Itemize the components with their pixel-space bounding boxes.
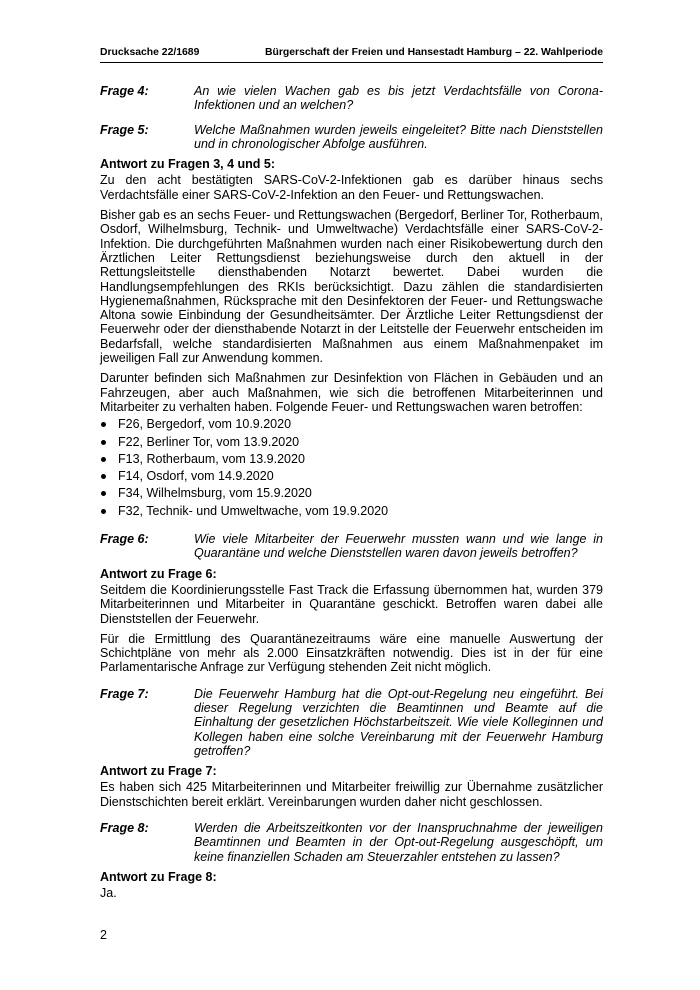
answer-paragraph: Seitdem die Koordinierungsstelle Fast Track die Erfassung übernommen hat, wurden 379 Mitarbeiterinnen und Mitarbeiter in Quarantäne geschickt. Betroffen waren dabei alle Dienststellen der Feuerwehr. xyxy=(100,582,603,626)
bullet-icon xyxy=(101,491,106,496)
question-text: Wie viele Mitarbeiter der Feuerwehr mussten wann und wie lange in Quarantäne und welche Dienststellen waren davon jeweils betroffen? xyxy=(194,532,603,561)
question-text: Werden die Arbeitszeitkonten vor der Inanspruchnahme der jeweiligen Beamtinnen und Beamten in der Opt-out-Regelung ausgeschöpft, um keine finanziellen Schaden am Steuerzahler entstehen zu lassen? xyxy=(194,821,603,864)
answer-paragraph: Es haben sich 425 Mitarbeiterinnen und Mitarbeiter freiwillig zur Übernahme zusätzlicher Dienstschichten bereit erklärt. Vereinbarungen wurden daher nicht geschlossen. xyxy=(100,780,603,809)
question-label: Frage 5: xyxy=(100,122,149,137)
answer-paragraph: Darunter befinden sich Maßnahmen zur Desinfektion von Flächen in Gebäuden und an Fahrzeugen, aber auch Maßnahmen, wie sich die betroffenen Mitarbeiterinnen und Mitarbeiter zu verhalten haben. Folgende Feuer- und Rettungswachen waren betroffen: xyxy=(100,371,603,414)
bullet-icon xyxy=(101,422,106,427)
list-item-text: F26, Bergedorf, vom 10.9.2020 xyxy=(118,417,292,432)
header-title: Bürgerschaft der Freien und Hansestadt Hamburg – 22. Wahlperiode xyxy=(265,47,603,58)
list-item xyxy=(100,451,603,468)
answer-paragraph: Für die Ermittlung des Quarantänezeitraums wäre eine manuelle Auswertung der Schichtpläne von mehr als 2.000 Einsatzkräften notwendig. Dies ist in der für eine Parlamentarische Anfrage zur Verfügung stehenden Zeit nicht möglich. xyxy=(100,631,603,675)
question-7 xyxy=(100,687,603,758)
answer-heading: Antwort zu Frage 8: xyxy=(100,869,217,884)
bullet-icon xyxy=(101,440,106,445)
question-label: Frage 8: xyxy=(100,821,149,836)
document-number: Drucksache 22/1689 xyxy=(100,47,200,58)
list-item-text: F32, Technik- und Umweltwache, vom 19.9.2020 xyxy=(118,503,389,518)
list-item-text: F22, Berliner Tor, vom 13.9.2020 xyxy=(118,434,300,449)
question-text: An wie vielen Wachen gab es bis jetzt Verdachtsfälle von Corona-Infektionen und an welchen? xyxy=(194,84,603,113)
affected-stations-list xyxy=(100,416,603,520)
answer-paragraph: Zu den acht bestätigten SARS-CoV-2-Infektionen gab es darüber hinaus sechs Verdachtsfälle einer SARS-CoV-2-Infektion an den Feuer- und Rettungswachen. xyxy=(100,173,603,202)
bullet-icon xyxy=(101,457,106,462)
answer-heading: Antwort zu Frage 7: xyxy=(100,764,217,779)
list-item xyxy=(100,434,603,451)
bullet-icon xyxy=(101,474,106,479)
list-item-text: F14, Osdorf, vom 14.9.2020 xyxy=(118,469,274,484)
list-item-text: F34, Wilhelmsburg, vom 15.9.2020 xyxy=(118,486,312,501)
answer-paragraph: Bisher gab es an sechs Feuer- und Rettungswachen (Bergedorf, Berliner Tor, Rotherbaum, Osdorf, Wilhelmsburg, Technik- und Umweltwache) Verdachtsfälle einer SARS-CoV-2-Infektion. Die durchgeführten Maßnahmen wurden nach einer Risikobewertung durch den Ärztlichen Leiter Rettungsdienst beziehungsweise durch den aktuell in der Rettungsleitstelle diensthabenden Notarzt bewertet. Dabei wurden die Handlungsempfehlungen des RKIs berücksichtigt. Dazu zählen die standardisierten Hygienemaßnahmen, Rücksprache mit den Desinfektoren der Feuer- und Rettungswache Altona sowie Einbindung der Gesundheitsämter. Der Ärztliche Leiter Rettungsdienst der Feuerwehr oder der diensthabende Notarzt in der Leitstelle der Feuerwehr entscheiden im Bedarfsfall, welche standardisierten Maßnahmen aus einem Maßnahmenpaket im jeweiligen Fall zur Anwendung kommen. xyxy=(100,208,603,366)
answer-heading: Antwort zu Frage 6: xyxy=(100,566,217,581)
question-label: Frage 6: xyxy=(100,532,149,547)
question-text: Welche Maßnahmen wurden jeweils eingeleitet? Bitte nach Dienststellen und in chronologischer Abfolge ausführen. xyxy=(194,122,603,151)
question-8 xyxy=(100,821,603,864)
document-body xyxy=(100,84,603,907)
list-item xyxy=(100,416,603,433)
answer-paragraph: Ja. xyxy=(100,886,117,901)
page-header xyxy=(100,46,603,63)
question-label: Frage 7: xyxy=(100,686,149,701)
question-4 xyxy=(100,84,603,113)
bullet-icon xyxy=(101,509,106,514)
list-item xyxy=(100,503,603,520)
list-item-text: F13, Rotherbaum, vom 13.9.2020 xyxy=(118,451,305,466)
list-item xyxy=(100,485,603,502)
answer-heading: Antwort zu Fragen 3, 4 und 5: xyxy=(100,157,276,172)
list-item xyxy=(100,468,603,485)
question-5 xyxy=(100,123,603,152)
question-6 xyxy=(100,532,603,561)
question-label: Frage 4: xyxy=(100,84,149,98)
page-number: 2 xyxy=(100,928,107,942)
question-text: Die Feuerwehr Hamburg hat die Opt-out-Regelung neu eingeführt. Bei dieser Regelung verzichten die Beamtinnen und Beamte auf die Einhaltung der gesetzlichen Höchstarbeitszeit. Wie viele Kolleginnen und Kollegen haben eine solche Vereinbarung mit der Feuerwehr Hamburg getroffen? xyxy=(194,686,603,758)
